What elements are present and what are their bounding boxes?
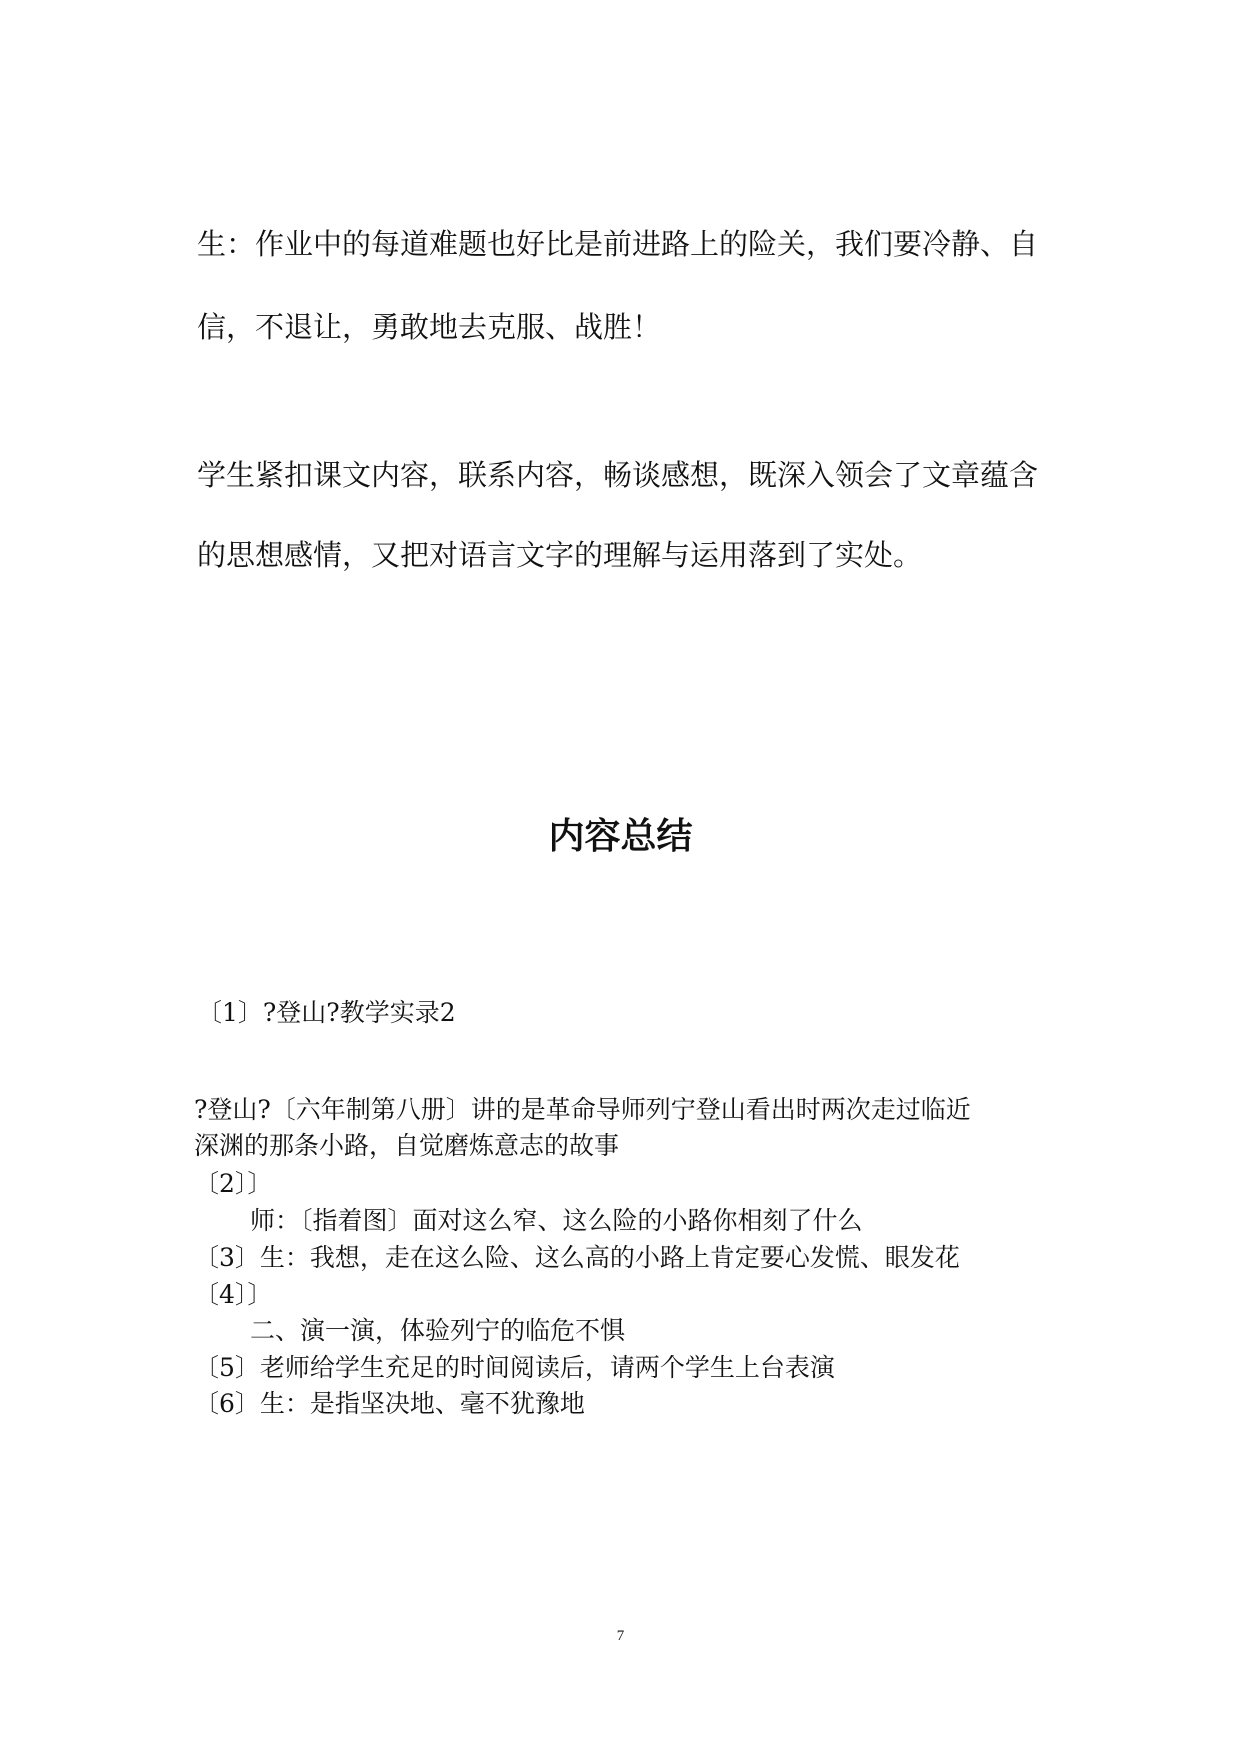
summary-item-4-text: 二、演一演，体验列宁的临危不惧 xyxy=(250,1316,626,1345)
summary-item-4: 〔4〕〕 xyxy=(194,1280,273,1309)
paragraph-1-line-2: 信，不退让，勇敢地去克服、战胜！ xyxy=(197,310,662,344)
paragraph-1-line-1: 生：作业中的每道难题也好比是前进路上的险关，我们要冷静、自 xyxy=(197,227,1039,261)
summary-item-6: 〔6〕生：是指坚决地、毫不犹豫地 xyxy=(194,1389,585,1418)
summary-intro-line-2: 深渊的那条小路，自觉磨炼意志的故事 xyxy=(194,1131,620,1160)
summary-intro-line-1: ?登山?〔六年制第八册〕讲的是革命导师列宁登山看出时两次走过临近 xyxy=(194,1095,971,1124)
paragraph-2-line-2: 的思想感情，又把对语言文字的理解与运用落到了实处。 xyxy=(197,538,923,572)
summary-heading: 内容总结 xyxy=(548,816,693,857)
summary-item-2: 〔2〕〕 xyxy=(194,1169,273,1198)
summary-item-3: 〔3〕生：我想，走在这么险、这么高的小路上肯定要心发慌、眼发花 xyxy=(194,1243,960,1272)
page-number: 7 xyxy=(616,1628,625,1644)
summary-item-2-text: 师：〔指着图〕面对这么窄、这么险的小路你相刻了什么 xyxy=(250,1206,863,1235)
summary-item-5: 〔5〕老师给学生充足的时间阅读后，请两个学生上台表演 xyxy=(194,1353,835,1382)
summary-title: 〔1〕?登山?教学实录2 xyxy=(197,998,456,1027)
paragraph-2-line-1: 学生紧扣课文内容，联系内容，畅谈感想，既深入领会了文章蕴含 xyxy=(197,458,1039,492)
